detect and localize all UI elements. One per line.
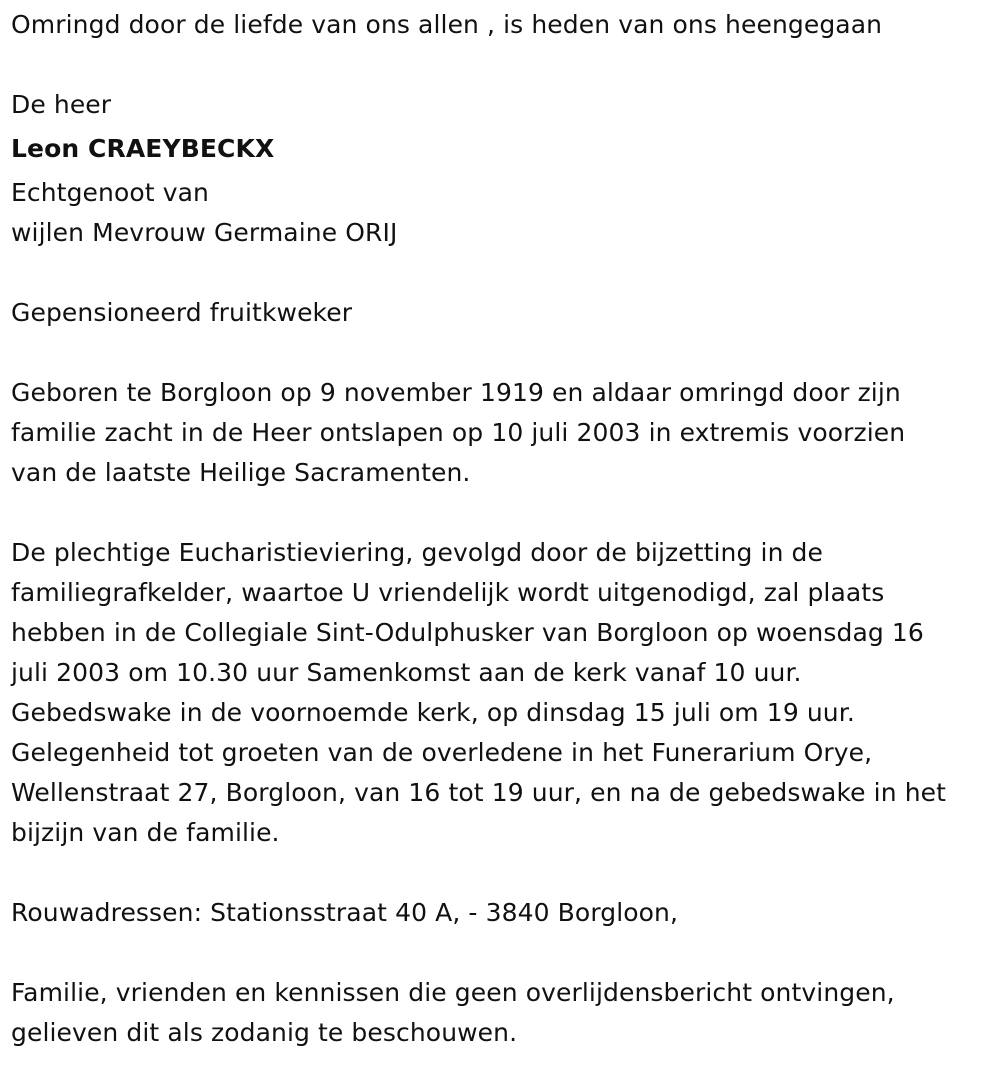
ceremony-line: familiegrafkelder, waartoe U vriendelijk wordt uitgenodigd, zal plaats xyxy=(11,578,885,607)
spouse-name: wijlen Mevrouw Germaine ORIJ xyxy=(11,218,398,247)
ceremony-line: juli 2003 om 10.30 uur Samenkomst aan de kerk vanaf 10 uur. xyxy=(11,658,802,687)
spacer xyxy=(11,333,986,373)
ceremony-line: Gebedswake in de voornoemde kerk, op dinsdag 15 juli om 19 uur. xyxy=(11,698,855,727)
ceremony-line: De plechtige Eucharistieviering, gevolgd door de bijzetting in de xyxy=(11,538,824,567)
spacer xyxy=(11,853,986,893)
ceremony-paragraph xyxy=(11,533,986,853)
closing-line: Familie, vrienden en kennissen die geen overlijdensbericht ontvingen, xyxy=(11,978,895,1007)
relation-label: Echtgenoot van xyxy=(11,178,209,207)
spacer xyxy=(11,253,986,293)
death-notice-document xyxy=(11,5,986,1053)
ceremony-line: Wellenstraat 27, Borgloon, van 16 tot 19 uur, en na de gebedswake in het xyxy=(11,778,947,807)
closing-paragraph xyxy=(11,973,986,1053)
mourning-address: Rouwadressen: Stationsstraat 40 A, - 3840 Borgloon, xyxy=(11,898,679,927)
spacer xyxy=(11,45,986,85)
birth-death-line: van de laatste Heilige Sacramenten. xyxy=(11,458,471,487)
ceremony-line: bijzijn van de familie. xyxy=(11,818,280,847)
birth-death-line: familie zacht in de Heer ontslapen op 10 juli 2003 in extremis voorzien xyxy=(11,418,906,447)
honorific-title: De heer xyxy=(11,90,112,119)
birth-death-line: Geboren te Borgloon op 9 november 1919 en aldaar omringd door zijn xyxy=(11,378,901,407)
closing-line: gelieven dit als zodanig te beschouwen. xyxy=(11,1018,518,1047)
ceremony-line: Gelegenheid tot groeten van de overledene in het Funerarium Orye, xyxy=(11,738,873,767)
spacer xyxy=(11,493,986,533)
deceased-name: Leon CRAEYBECKX xyxy=(11,134,275,163)
occupation: Gepensioneerd fruitkweker xyxy=(11,298,353,327)
ceremony-line: hebben in de Collegiale Sint-Odulphusker van Borgloon op woensdag 16 xyxy=(11,618,924,647)
spacer xyxy=(11,933,986,973)
opening-line: Omringd door de liefde van ons allen , is heden van ons heengegaan xyxy=(11,10,883,39)
birth-death-paragraph xyxy=(11,373,986,493)
